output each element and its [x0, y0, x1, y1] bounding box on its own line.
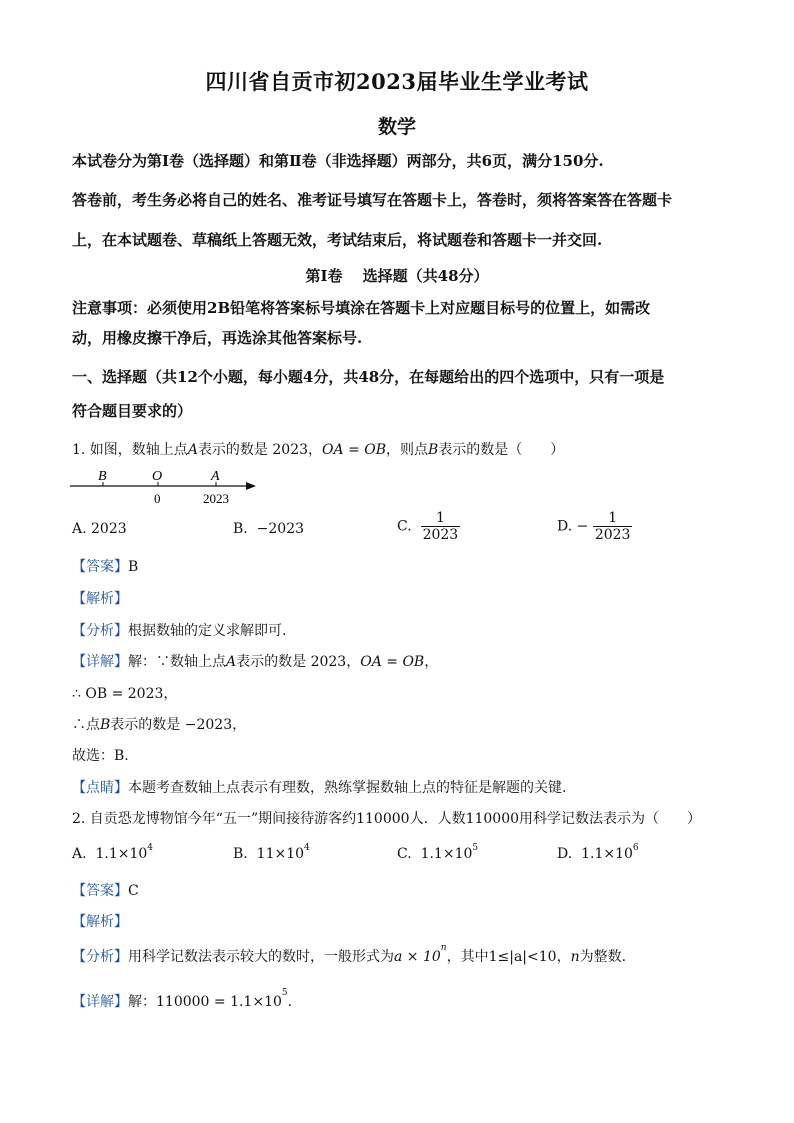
fenxi-text: ，: [556, 949, 571, 965]
part1-heading: 第Ⅰ卷 选择题（共48分）: [305, 267, 489, 285]
q2-analysis-label: 【解析】: [72, 914, 128, 930]
section1-line-2: 符合题目要求的）: [72, 402, 193, 420]
label-o: O: [152, 469, 163, 484]
detail-label: 【详解】: [72, 994, 128, 1010]
option-base: 1.1×10: [581, 846, 633, 862]
q1-analysis-label: 【解析】: [72, 591, 128, 607]
option-value: −2023: [256, 521, 305, 537]
q1-dianjing: [72, 777, 566, 797]
detail-text: ，: [424, 654, 439, 670]
option-exponent: 4: [304, 843, 310, 853]
q1-answer: [72, 556, 138, 576]
exam-subject: 数学: [377, 116, 416, 138]
q1-detail-4: 故选：B.: [72, 748, 129, 764]
q1-stem-part: 1. 如图，数轴上点: [72, 442, 188, 458]
q1-equation: OA = OB: [322, 442, 387, 458]
notice-line-1: 注意事项：必须使用2B铅笔将答案标号填涂在答题卡上对应题目标号的位置上，如需改: [72, 299, 651, 317]
section1-line-1: 一、选择题（共12个小题，每小题4分，共48分，在每题给出的四个选项中，只有一项是: [72, 368, 665, 386]
option-letter: B.: [233, 521, 248, 537]
option-base: 1.1×10: [95, 846, 148, 862]
detail-var: A: [226, 654, 237, 670]
number-line: [70, 466, 270, 510]
q2-stem: 2. 自贡恐龙博物馆今年“五一”期间接待游客约110000人．人数110000用科学记数法表示为（ ）: [72, 811, 702, 827]
exam-title: 四川省自贡市初2023届毕业生学业考试: [205, 69, 589, 94]
fenxi-range: 1≤|a|<10: [488, 949, 557, 965]
option-letter: B.: [233, 846, 248, 862]
q1-option-d: [557, 510, 632, 543]
detail-text: 表示的数是 2023，: [236, 654, 361, 670]
q1-stem: [72, 439, 564, 459]
option-letter: C.: [397, 518, 412, 535]
option-letter: A.: [72, 846, 87, 862]
q2-answer: [72, 880, 139, 900]
fenxi-text: 为整数.: [579, 949, 627, 965]
notice-line-2: 动，用橡皮擦干净后，再选涂其他答案标号.: [72, 329, 363, 347]
q1-var-b: B: [428, 442, 439, 458]
q1-var-a: A: [187, 442, 198, 458]
fraction-numerator: 1: [608, 510, 618, 526]
detail-text: ∴点: [72, 717, 100, 733]
option-letter: D.: [557, 846, 573, 862]
intro-line-3: 上，在本试题卷、草稿纸上答题无效，考试结束后，将试题卷和答题卡一并交回.: [72, 231, 603, 249]
answer-label: 【答案】: [72, 883, 128, 899]
option-letter: D.: [557, 518, 573, 535]
q1-option-c: [397, 510, 460, 543]
answer-value: C: [128, 883, 139, 899]
fenxi-text: ，其中: [446, 949, 489, 965]
tick-label-2023: 2023: [203, 491, 229, 506]
option-exponent: 4: [147, 843, 154, 853]
q1-stem-part: 表示的数是 2023，: [197, 442, 323, 458]
fraction: [421, 510, 461, 543]
q1-option-b: [233, 521, 304, 537]
label-a: A: [211, 469, 220, 484]
q1-detail-1: [72, 651, 438, 671]
detail-exponent: 5: [281, 988, 288, 998]
option-sign: −: [576, 518, 589, 535]
q2-fenxi: [72, 943, 627, 966]
q2-option-a: [72, 843, 154, 862]
q2-option-b: [233, 843, 310, 862]
fraction-numerator: 1: [435, 510, 445, 526]
detail-text: 表示的数是 −2023，: [110, 717, 247, 733]
intro-line-1: 本试卷分为第Ⅰ卷（选择题）和第Ⅱ卷（非选择题）两部分，共6页，满分150分.: [72, 152, 604, 170]
label-b: B: [98, 469, 107, 484]
detail-label: 【详解】: [72, 654, 128, 670]
option-exponent: 6: [632, 843, 639, 853]
q2-detail: [72, 988, 293, 1011]
q1-detail-3: [72, 714, 246, 734]
q1-stem-part: 表示的数是（ ）: [438, 442, 565, 458]
q1-stem-part: ，则点: [386, 442, 429, 458]
answer-value: B: [128, 559, 139, 575]
fenxi-text: 根据数轴的定义求解即可.: [128, 623, 287, 639]
q1-fenxi: [72, 620, 286, 640]
fenxi-text: 用科学记数法表示较大的数时，一般形式为: [128, 949, 394, 965]
dianjing-label: 【点睛】: [72, 780, 128, 796]
detail-equation: OA = OB: [360, 654, 425, 670]
q2-option-d: [557, 843, 639, 862]
fenxi-label: 【分析】: [72, 949, 128, 965]
answer-label: 【答案】: [72, 559, 128, 575]
option-letter: C.: [397, 846, 412, 862]
q1-detail-2: ∴ OB = 2023，: [72, 686, 178, 702]
option-base: 11×10: [256, 846, 305, 862]
fenxi-var-n: n: [570, 949, 580, 965]
detail-text: 解：∵数轴上点: [128, 654, 226, 670]
detail-var: B: [100, 717, 111, 733]
q2-option-c: [397, 843, 479, 862]
option-value: 2023: [91, 521, 127, 537]
fraction-denominator: 2023: [422, 527, 459, 544]
dianjing-text: 本题考查数轴上点表示有理数，熟练掌握数轴上点的特征是解题的关键.: [128, 780, 567, 796]
arrow-right-icon: [246, 482, 256, 490]
fenxi-label: 【分析】: [72, 623, 128, 639]
option-letter: A.: [72, 521, 87, 537]
detail-text: .: [287, 994, 293, 1010]
fraction: [593, 510, 633, 543]
option-exponent: 5: [472, 843, 479, 853]
option-base: 1.1×10: [420, 846, 473, 862]
fraction-denominator: 2023: [594, 527, 631, 544]
intro-line-2: 答卷前，考生务必将自己的姓名、准考证号填写在答题卡上，答卷时，须将答案答在答题卡: [72, 191, 673, 209]
q1-option-a: [72, 521, 127, 537]
fenxi-exponent: n: [440, 943, 447, 953]
tick-label-0: 0: [154, 491, 161, 506]
fenxi-formula: a × 10: [394, 949, 441, 965]
detail-text: 解：110000 = 1.1×10: [128, 994, 282, 1010]
